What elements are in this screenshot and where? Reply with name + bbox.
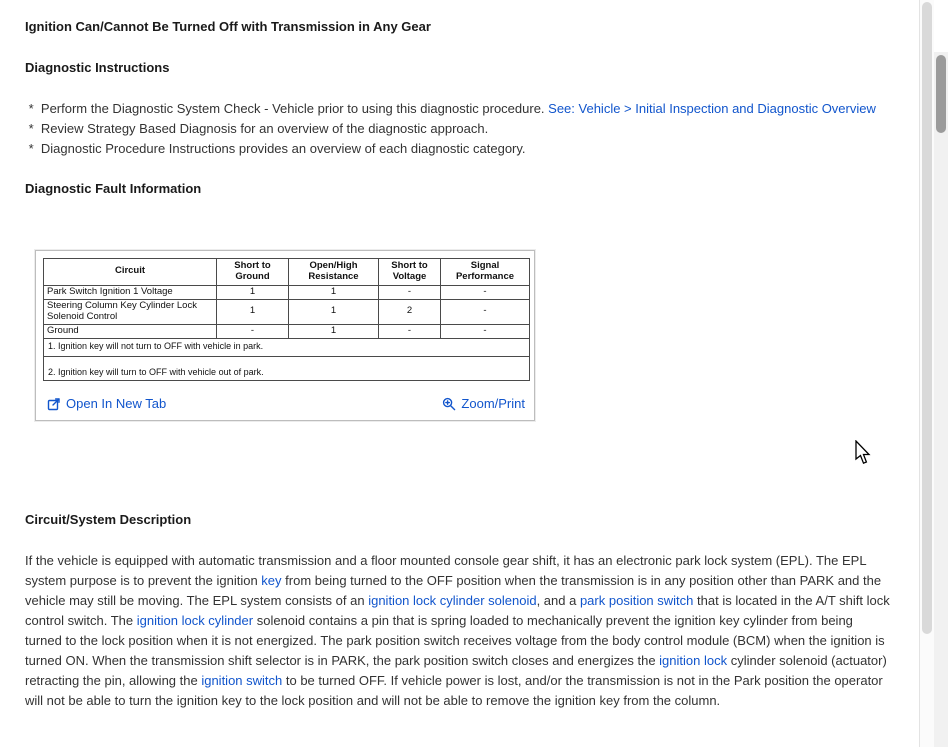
- fault-table-value-cell: -: [379, 324, 441, 338]
- outer-scrollbar-cap: [934, 0, 948, 52]
- fault-table-value-cell: 2: [379, 299, 441, 324]
- open-in-new-tab-link[interactable]: [47, 396, 166, 411]
- instruction-item-2: * Review Strategy Based Diagnosis for an overview of the diagnostic approach.: [25, 121, 489, 136]
- zoom-print-label: Zoom/Print: [461, 396, 525, 412]
- zoom-print-link[interactable]: [442, 396, 525, 411]
- text-segment: from being turned to the OFF position when the transmission is in any position other than PARK and the vehicle may still be moving. The EPL system consists of an: [25, 573, 885, 609]
- fault-table-value-cell: 1: [289, 299, 379, 324]
- text-segment: * Perform the Diagnostic System Check - Vehicle prior to using this diagnostic procedure.: [25, 101, 549, 116]
- outer-scrollbar-thumb[interactable]: [936, 55, 946, 133]
- fault-table-circuit-cell: Steering Column Key Cylinder Lock Solenoid Control: [44, 299, 217, 324]
- text-segment: cylinder solenoid (actuator) retracting the pin, allowing the: [25, 653, 891, 689]
- section-heading-diagnostic-fault-information: Diagnostic Fault Information: [25, 181, 202, 196]
- fault-table-value-cell: -: [441, 324, 530, 338]
- text-segment: , and a: [536, 593, 580, 609]
- text-segment: that is located in the A/T shift lock control switch. The: [25, 593, 894, 629]
- fault-table-value-cell: 1: [217, 285, 289, 299]
- fault-table-footnote-row: [44, 338, 530, 356]
- inner-scrollbar[interactable]: [919, 0, 934, 747]
- fault-table-footnote-row: [44, 356, 530, 380]
- instruction-item-3: * Diagnostic Procedure Instructions provides an overview of each diagnostic category.: [25, 141, 526, 156]
- fault-table-header: Short to Ground: [217, 259, 289, 286]
- fault-table-image: [36, 251, 534, 390]
- fault-table-header: Circuit: [44, 259, 217, 286]
- fault-table-row: [44, 285, 530, 299]
- fault-table-value-cell: -: [441, 299, 530, 324]
- inline-link[interactable]: See: Vehicle > Initial Inspection and Diagnostic Overview: [548, 101, 876, 116]
- fault-table-header: Open/High Resistance: [289, 259, 379, 286]
- inner-scrollbar-thumb[interactable]: [922, 2, 932, 634]
- text-segment: solenoid contains a pin that is spring loaded to mechanically prevent the ignition key cylinder from being turned to the lock position when it is not energized. The park position switch receives voltage from the body control module (BCM) when the ignition is turned ON. When the transmission shift selector is in PARK, the park position switch closes and energizes the: [25, 613, 889, 669]
- fault-table-footnote: 2. Ignition key will turn to OFF with vehicle out of park.: [44, 356, 530, 380]
- fault-table-header: Signal Performance: [441, 259, 530, 286]
- inline-link[interactable]: key: [261, 573, 282, 589]
- instruction-item-1: [25, 99, 892, 119]
- outer-scrollbar[interactable]: [934, 0, 948, 747]
- inline-link[interactable]: ignition lock: [659, 653, 728, 669]
- section-heading-diagnostic-instructions: Diagnostic Instructions: [25, 60, 170, 75]
- figure-toolbar: [36, 390, 534, 420]
- fault-table: [43, 258, 530, 381]
- instruction-list: [25, 99, 892, 159]
- open-in-new-tab-label: Open In New Tab: [66, 396, 167, 412]
- fault-table-footnote: 1. Ignition key will not turn to OFF with vehicle in park.: [44, 338, 530, 356]
- fault-table-value-cell: -: [217, 324, 289, 338]
- fault-table-value-cell: -: [379, 285, 441, 299]
- open-in-new-tab-icon: [47, 397, 61, 411]
- fault-table-value-cell: 1: [217, 299, 289, 324]
- fault-table-circuit-cell: Park Switch Ignition 1 Voltage: [44, 285, 217, 299]
- inline-link[interactable]: ignition lock cylinder solenoid: [368, 593, 537, 609]
- fault-table-value-cell: -: [441, 285, 530, 299]
- zoom-plus-icon: [442, 397, 456, 411]
- inline-link[interactable]: ignition switch: [201, 673, 283, 689]
- page-title: Ignition Can/Cannot Be Turned Off with Transmission in Any Gear: [25, 19, 431, 34]
- section-heading-circuit-system-description: Circuit/System Description: [25, 512, 192, 528]
- inline-link[interactable]: ignition lock cylinder: [136, 613, 254, 629]
- text-segment: to be turned OFF. If vehicle power is lost, and/or the transmission is not in the Park position the operator will not be able to turn the ignition key to the lock position and will not be able to remove the ignition key from the column.: [25, 673, 887, 709]
- circuit-system-description-text: [25, 551, 892, 711]
- text-segment: If the vehicle is equipped with automatic transmission and a floor mounted console gear shift, it has an electronic park lock system (EPL). The EPL system purpose is to prevent the ignition: [25, 553, 870, 589]
- fault-table-row: [44, 324, 530, 338]
- inline-link[interactable]: park position switch: [579, 593, 694, 609]
- fault-table-value-cell: 1: [289, 285, 379, 299]
- fault-table-value-cell: 1: [289, 324, 379, 338]
- fault-table-circuit-cell: Ground: [44, 324, 217, 338]
- fault-table-row: [44, 299, 530, 324]
- fault-table-figure: [35, 250, 535, 421]
- fault-table-header: Short to Voltage: [379, 259, 441, 286]
